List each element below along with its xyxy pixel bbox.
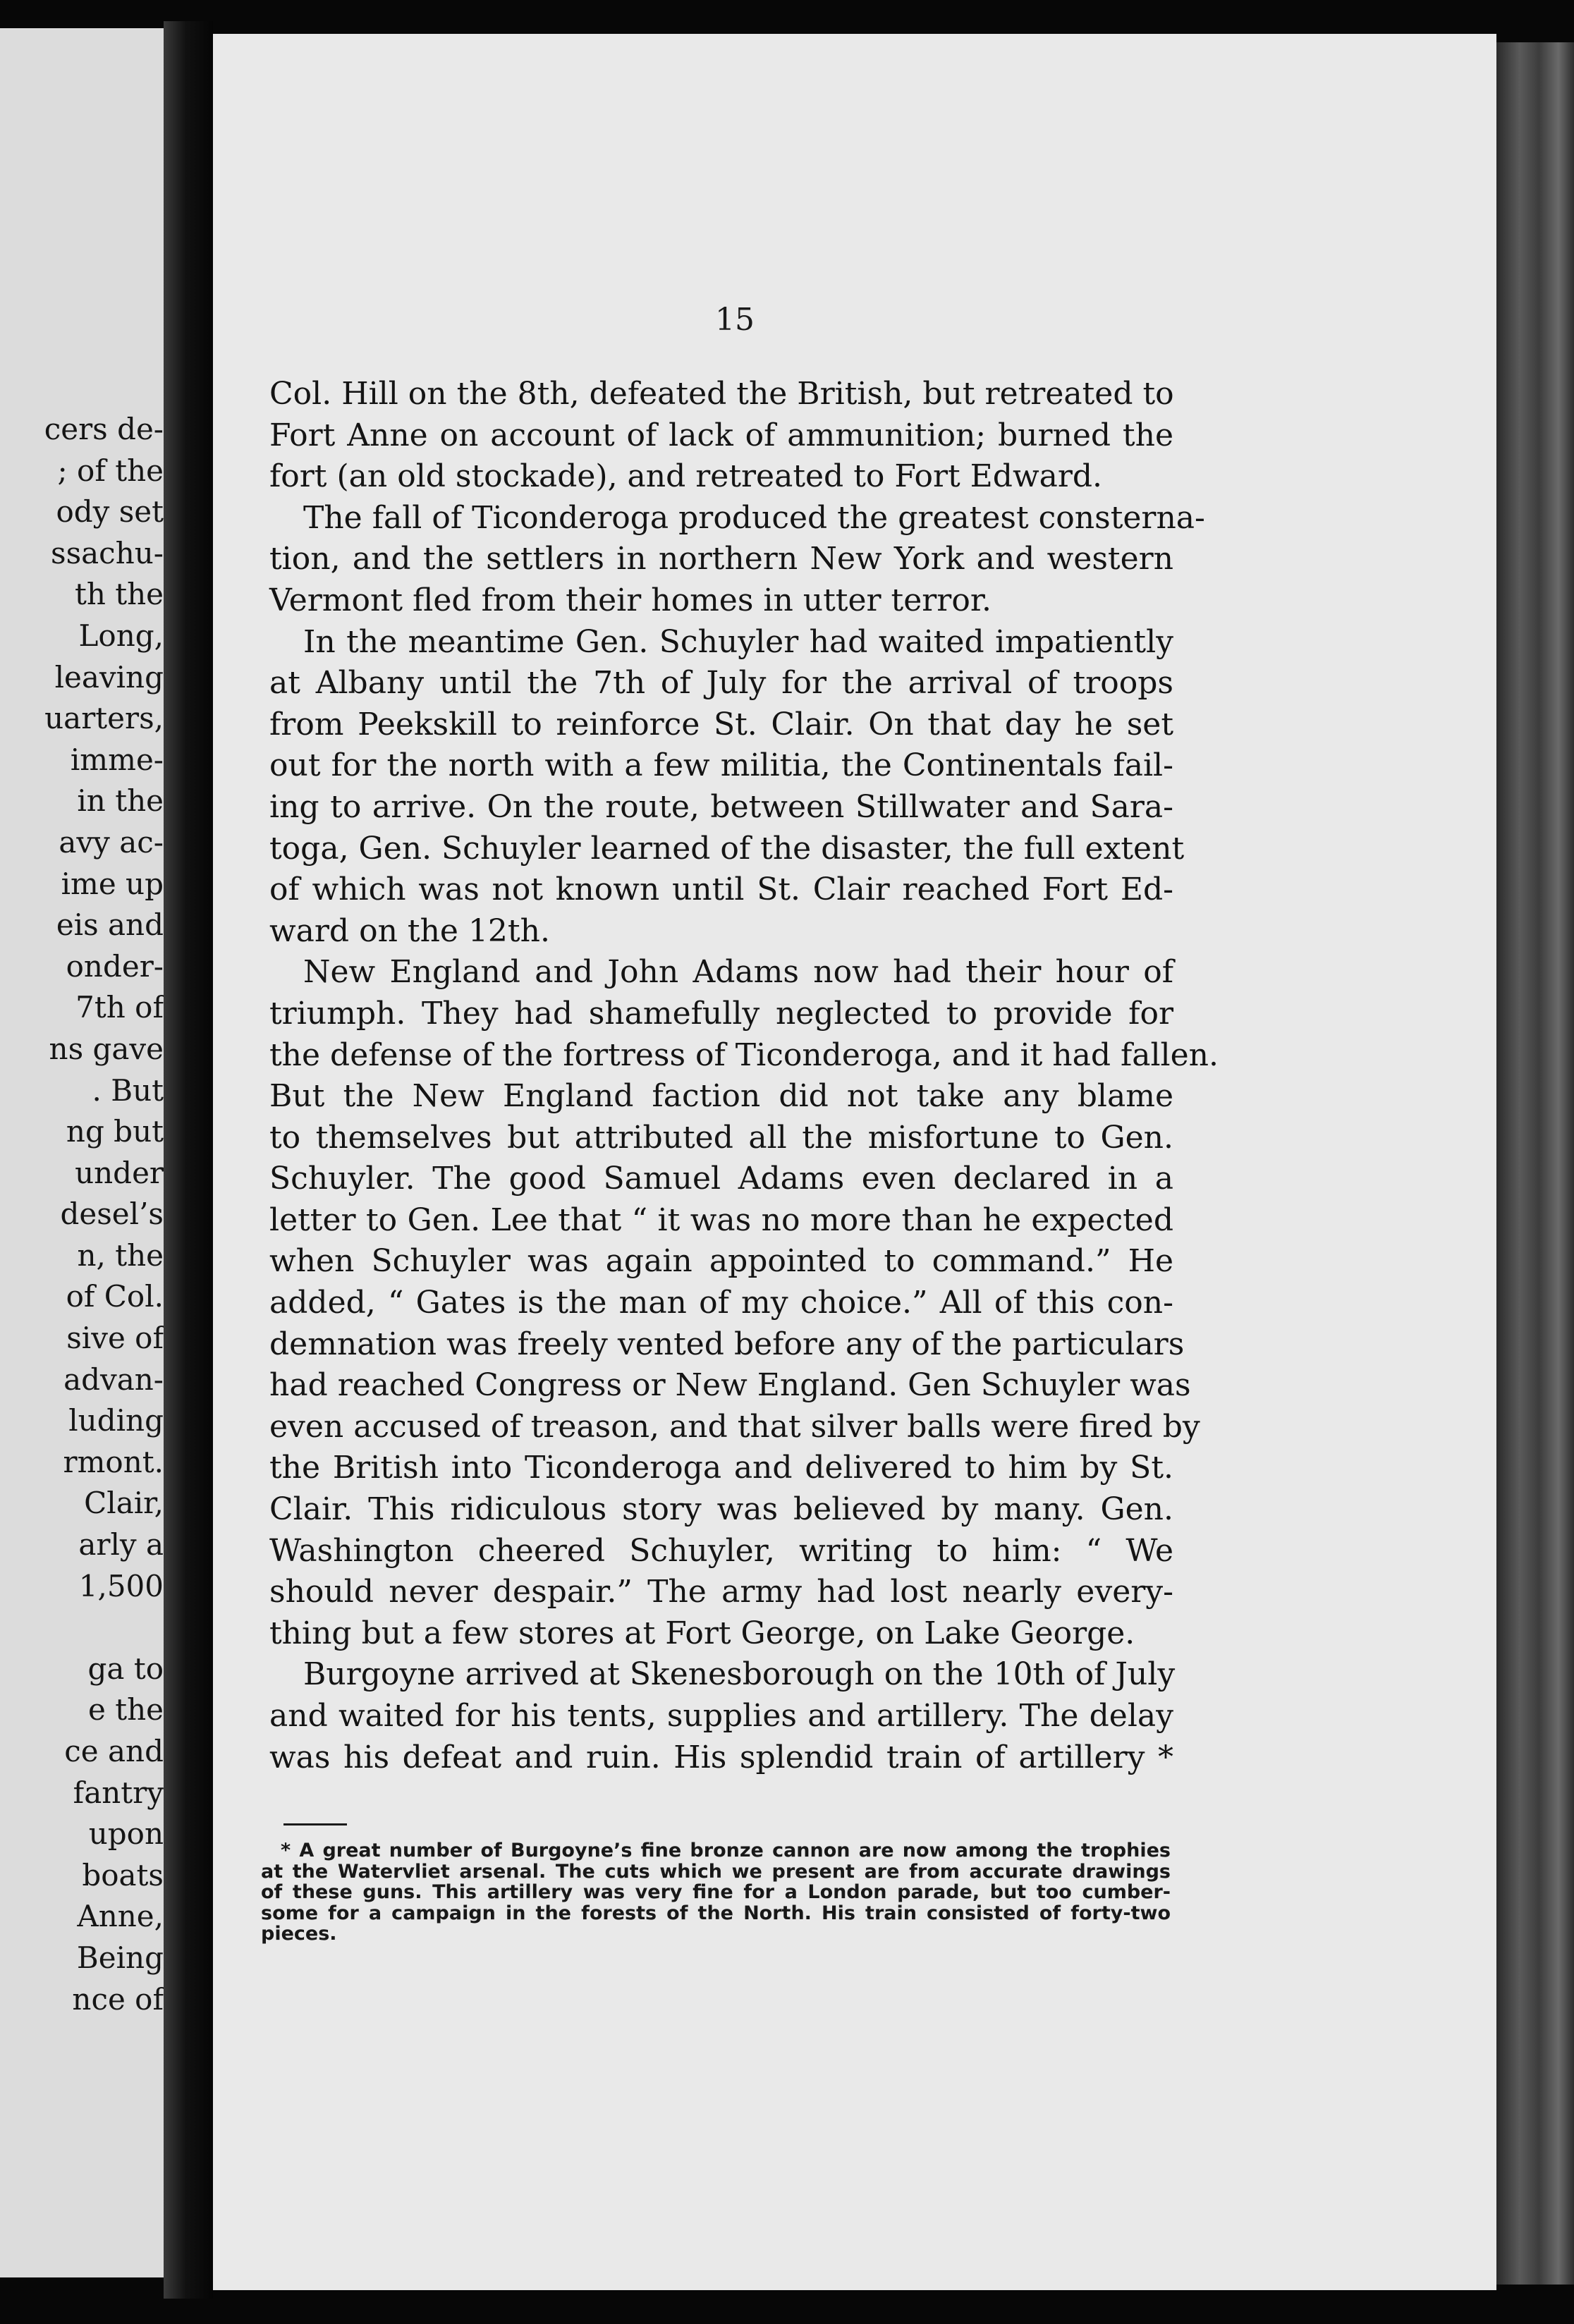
facing-page-fragment: Being: [76, 1940, 164, 1975]
text-line: at Albany until the 7th of July for the arrival of troops: [269, 665, 1173, 702]
facing-page-fragment: e the: [88, 1692, 164, 1727]
facing-page-fragment: upon: [88, 1816, 164, 1852]
facing-page-fragment: cers de-: [44, 412, 164, 446]
text-line: out for the north with a few militia, the Continentals fail-: [269, 747, 1173, 784]
text-line: thing but a few stores at Fort George, on Lake George.: [269, 1615, 1135, 1651]
page-edge: [1496, 42, 1574, 2285]
text-line: of which was not known until St. Clair reached Fort Ed-: [269, 872, 1173, 908]
footnote-line: * A great number of Burgoyne’s fine bronze cannon are now among the trophies: [281, 1840, 1171, 1861]
text-line: New England and John Adams now had their hour of: [303, 954, 1173, 991]
footnote-line: pieces.: [261, 1923, 337, 1945]
text-line: the defense of the fortress of Ticonderoga, and it had fallen.: [269, 1036, 1219, 1073]
text-line: to themselves but attributed all the misfortune to Gen.: [269, 1119, 1173, 1156]
text-line: Fort Anne on account of lack of ammunition; burned the: [269, 417, 1173, 453]
facing-page-fragment: arly a: [78, 1527, 164, 1562]
text-line: Washington cheered Schuyler, writing to him: “ We: [269, 1532, 1173, 1569]
text-line: was his defeat and ruin. His splendid train of artillery *: [269, 1739, 1173, 1775]
facing-page-fragment: leaving: [54, 659, 164, 695]
facing-page-fragment: ce and: [64, 1734, 164, 1768]
facing-page-fragment: under: [75, 1155, 164, 1190]
facing-page-fragment: 7th of: [75, 990, 164, 1025]
facing-page-fragment: th the: [74, 577, 164, 612]
text-line: letter to Gen. Lee that “ it was no more than he expected: [269, 1201, 1173, 1238]
footnote: [261, 1840, 1171, 1945]
facing-page-text-fragments: [0, 409, 164, 2020]
facing-page-fragment: ns gave: [49, 1031, 164, 1066]
facing-page-fragment: 1,500: [78, 1568, 164, 1603]
text-line: ward on the 12th.: [269, 912, 550, 949]
text-line: added, “ Gates is the man of my choice.” All of this con-: [269, 1285, 1173, 1321]
footnote-line: some for a campaign in the forests of the North. His train consisted of forty-two: [261, 1902, 1171, 1924]
facing-page-fragment: ng but: [66, 1114, 164, 1149]
facing-page-fragment: imme-: [70, 742, 164, 777]
facing-page-fragment: desel’s: [60, 1197, 164, 1232]
text-line: should never despair.” The army had lost nearly every-: [269, 1574, 1173, 1610]
facing-page-fragment: ga to: [87, 1651, 164, 1686]
facing-page-fragment: ssachu-: [51, 535, 164, 570]
facing-page-fragment: Long,: [78, 618, 164, 653]
facing-page-fragment: Clair,: [84, 1486, 164, 1521]
text-line: Schuyler. The good Samuel Adams even declared in a: [269, 1161, 1173, 1197]
text-line: triumph. They had shamefully neglected to provide for: [269, 995, 1173, 1032]
text-line: and waited for his tents, supplies and artillery. The delay: [269, 1698, 1173, 1734]
text-line: from Peekskill to reinforce St. Clair. On that day he set: [269, 706, 1173, 742]
facing-page-fragment: avy ac-: [59, 824, 164, 860]
text-line: In the meantime Gen. Schuyler had waited impatiently: [303, 623, 1173, 660]
text-line: when Schuyler was again appointed to command.” He: [269, 1243, 1173, 1280]
text-line: demnation was freely vented before any of the particulars: [269, 1326, 1185, 1362]
text-line: tion, and the settlers in northern New York and western: [269, 541, 1173, 577]
text-line: Clair. This ridiculous story was believed by many. Gen.: [269, 1491, 1173, 1528]
facing-page-fragment: rmont.: [63, 1444, 164, 1479]
text-line: fort (an old stockade), and retreated to Fort Edward.: [269, 458, 1103, 495]
facing-page-fragment: ody set: [56, 494, 164, 530]
facing-page-fragment: sive of: [66, 1321, 164, 1356]
facing-page-fragment: nce of: [72, 1981, 164, 2017]
facing-page-fragment: ; of the: [57, 453, 164, 488]
text-line: Burgoyne arrived at Skenesborough on the 10th of July: [303, 1656, 1176, 1693]
facing-page: [0, 28, 164, 2277]
text-line: even accused of treason, and that silver balls were fired by: [269, 1408, 1200, 1445]
facing-page-fragment: luding: [68, 1403, 164, 1438]
facing-page-fragment: ime up: [61, 866, 164, 901]
facing-page-fragment: fantry: [73, 1775, 164, 1810]
facing-page-fragment: in the: [77, 783, 164, 819]
facing-page-fragment: . But: [92, 1072, 164, 1108]
text-line: toga, Gen. Schuyler learned of the disaster, the full extent: [269, 830, 1185, 867]
book-gutter: [164, 21, 213, 2299]
text-line: Vermont fled from their homes in utter terror.: [269, 582, 992, 618]
facing-page-fragment: [0, 1607, 164, 1649]
footnote-rule: [283, 1823, 347, 1825]
facing-page-fragment: boats: [82, 1857, 164, 1892]
body-text: [269, 374, 1219, 1778]
facing-page-fragment: n, the: [77, 1237, 164, 1273]
text-line: Col. Hill on the 8th, defeated the British, but retreated to: [269, 376, 1174, 412]
text-line: had reached Congress or New England. Gen Schuyler was: [269, 1367, 1191, 1404]
facing-page-fragment: Anne,: [77, 1899, 164, 1934]
facing-page-fragment: eis and: [56, 907, 164, 943]
facing-page-fragment: uarters,: [44, 701, 164, 736]
text-line: the British into Ticonderoga and delivered to him by St.: [269, 1450, 1173, 1486]
facing-page-fragment: advan-: [63, 1362, 164, 1397]
footnote-line: at the Watervliet arsenal. The cuts which we present are from accurate drawings: [261, 1860, 1171, 1883]
text-line: But the New England faction did not take any blame: [269, 1078, 1173, 1115]
facing-page-fragment: onder-: [66, 948, 164, 984]
text-line: The fall of Ticonderoga produced the greatest consterna-: [303, 499, 1205, 536]
facing-page-fragment: of Col.: [66, 1279, 164, 1314]
page-number: 15: [715, 302, 755, 338]
text-line: ing to arrive. On the route, between Stillwater and Sara-: [269, 788, 1173, 825]
footnote-line: of these guns. This artillery was very fine for a London parade, but too cumber-: [261, 1881, 1171, 1903]
